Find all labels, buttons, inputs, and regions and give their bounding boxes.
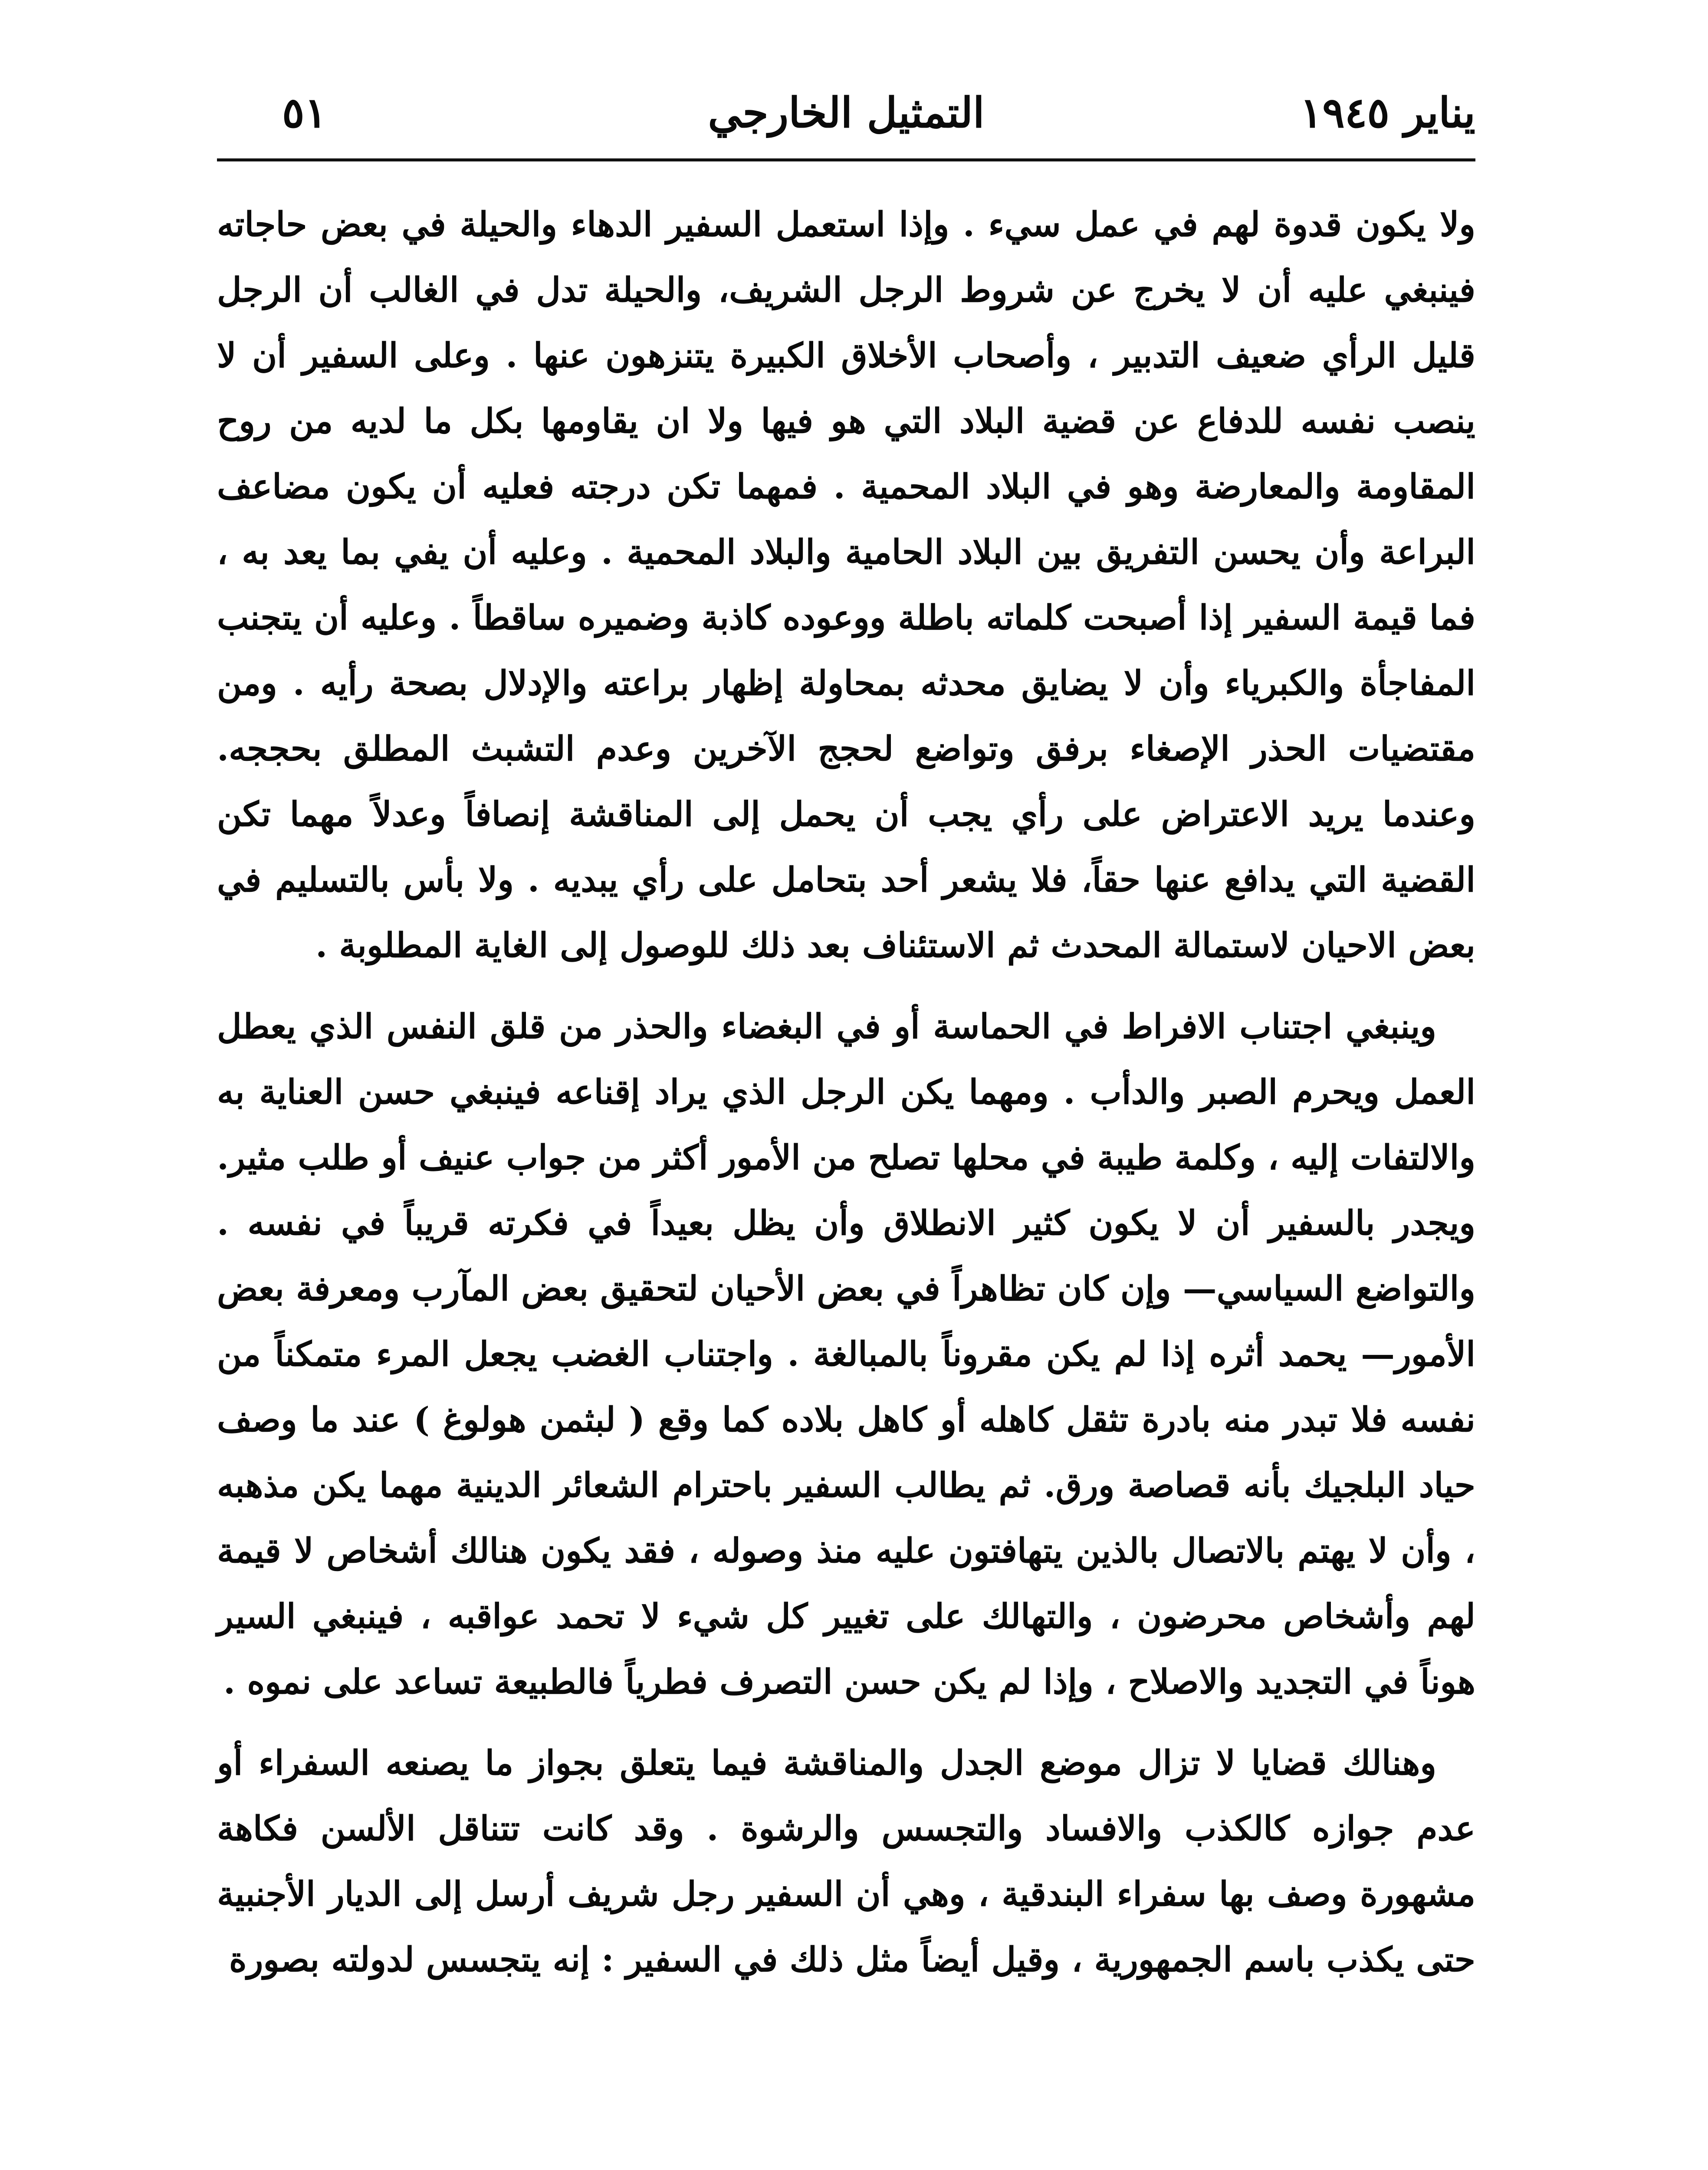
paragraph-gap — [217, 1715, 1475, 1730]
body-text — [217, 192, 1475, 1992]
running-head — [217, 74, 1475, 174]
header-rule — [217, 158, 1475, 161]
header-date: يناير ١٩٤٥ — [1300, 88, 1475, 137]
header-title: التمثيل الخارجي — [708, 88, 985, 137]
paragraph: وينبغي اجتناب الافراط في الحماسة أو في البغضاء والحذر من قلق النفس الذي يعطل العمل ويحرم الصبر والدأب . ومهما يكن الرجل الذي يراد إقناعه فينبغي حسن العناية به والالتفات إليه ، وكلمة طيبة في محلها تصلح من الأمور أكثر من جواب عنيف أو طلب مثير. ويجدر بالسفير أن لا يكون كثير الانطلاق وأن يظل بعيداً في فكرته قريباً في نفسه . والتواضع السياسي— وإن كان تظاهراً في بعض الأحيان لتحقيق بعض المآرب ومعرفة بعض الأمور— يحمد أثره إذا لم يكن مقروناً بالمبالغة . واجتناب الغضب يجعل المرء متمكناً من نفسه فلا تبدر منه بادرة تثقل كاهله أو كاهل بلاده كما وقع ( لبثمن هولوغ ) عند ما وصف حياد البلجيك بأنه قصاصة ورق. ثم يطالب السفير باحترام الشعائر الدينية مهما يكن مذهبه ، وأن لا يهتم بالاتصال بالذين يتهافتون عليه منذ وصوله ، فقد يكون هنالك أشخاص لا قيمة لهم وأشخاص محرضون ، والتهالك على تغيير كل شيء لا تحمد عواقبه ، فينبغي السير هوناً في التجديد والاصلاح ، وإذا لم يكن حسن التصرف فطرياً فالطبيعة تساعد على نموه . — [217, 1007, 1476, 1702]
book-page — [217, 74, 1475, 2170]
paragraph: ولا يكون قدوة لهم في عمل سيء . وإذا استعمل السفير الدهاء والحيلة في بعض حاجاته فينبغي عليه أن لا يخرج عن شروط الرجل الشريف، والحيلة تدل في الغالب أن الرجل قليل الرأي ضعيف التدبير ، وأصحاب الأخلاق الكبيرة يتنزهون عنها . وعلى السفير أن لا ينصب نفسه للدفاع عن قضية البلاد التي هو فيها ولا ان يقاومها بكل ما لديه من روح المقاومة والمعارضة وهو في البلاد المحمية . فمهما تكن درجته فعليه أن يكون مضاعف البراعة وأن يحسن التفريق بين البلاد الحامية والبلاد المحمية . وعليه أن يفي بما يعد به ، فما قيمة السفير إذا أصبحت كلماته باطلة ووعوده كاذبة وضميره ساقطاً . وعليه أن يتجنب المفاجأة والكبرياء وأن لا يضايق محدثه بمحاولة إظهار براعته والإدلال بصحة رأيه . ومن مقتضيات الحذر الإصغاء برفق وتواضع لحجج الآخرين وعدم التشبث المطلق بحججه. وعندما يريد الاعتراض على رأي يجب أن يحمل إلى المناقشة إنصافاً وعدلاً مهما تكن القضية التي يدافع عنها حقاً، فلا يشعر أحد بتحامل على رأي يبديه . ولا بأس بالتسليم في بعض الاحيان لاستمالة المحدث ثم الاستئناف بعد ذلك للوصول إلى الغاية المطلوبة . — [217, 205, 1475, 965]
paragraph: وهنالك قضايا لا تزال موضع الجدل والمناقشة فيما يتعلق بجواز ما يصنعه السفراء أو عدم جوازه كالكذب والافساد والتجسس والرشوة . وقد كانت تتناقل الألسن فكاهة مشهورة وصف بها سفراء البندقية ، وهي أن السفير رجل شريف أرسل إلى الديار الأجنبية حتى يكذب باسم الجمهورية ، وقيل أيضاً مثل ذلك في السفير : إنه يتجسس لدولته بصورة — [217, 1743, 1475, 1979]
page-number: ٥١ — [282, 88, 327, 137]
paragraph-gap — [217, 978, 1475, 994]
